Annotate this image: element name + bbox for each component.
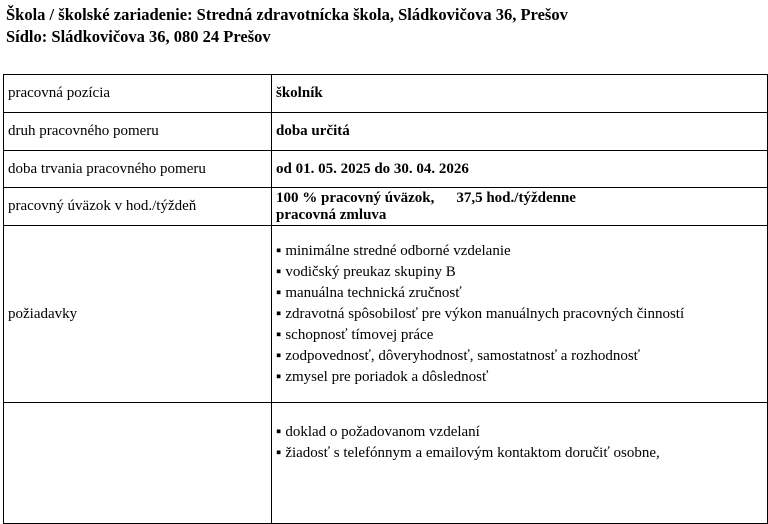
requirements-cell bbox=[272, 226, 768, 403]
employment-type-value: doba určitá bbox=[272, 113, 768, 151]
requirements-label: požiadavky bbox=[4, 226, 272, 403]
table-row-duration bbox=[4, 151, 768, 188]
workload-value bbox=[276, 189, 767, 224]
table-row-requirements bbox=[4, 226, 768, 403]
list-item: ▪ zodpovednosť, dôveryhodnosť, samostatnosť a rozhodnosť bbox=[276, 346, 767, 367]
table-row-workload bbox=[4, 188, 768, 226]
school-name-line: Škola / školské zariadenie: Stredná zdravotnícka škola, Sládkovičova 36, Prešov bbox=[6, 5, 568, 24]
job-offer-table bbox=[3, 74, 768, 524]
table-row-documents bbox=[4, 403, 768, 524]
requirements-list bbox=[276, 241, 767, 388]
list-item: ▪ zdravotná spôsobilosť pre výkon manuálnych pracovných činností bbox=[276, 304, 767, 325]
duration-label: doba trvania pracovného pomeru bbox=[4, 151, 272, 188]
workload-percent: 100 % pracovný úväzok, bbox=[276, 190, 435, 206]
list-item: ▪ zmysel pre poriadok a dôslednosť bbox=[276, 367, 767, 388]
documents-cell bbox=[272, 403, 768, 524]
list-item: ▪ schopnosť tímovej práce bbox=[276, 325, 767, 346]
list-item: ▪ minimálne stredné odborné vzdelanie bbox=[276, 241, 767, 262]
workload-line-1 bbox=[276, 190, 767, 207]
workload-cell bbox=[272, 188, 768, 226]
list-item: ▪ vodičský preukaz skupiny B bbox=[276, 262, 767, 283]
school-address-line: Sídlo: Sládkovičova 36, 080 24 Prešov bbox=[6, 27, 271, 46]
workload-hours: 37,5 hod./týždenne bbox=[456, 190, 576, 206]
duration-value: od 01. 05. 2025 do 30. 04. 2026 bbox=[272, 151, 768, 188]
table-row-employment-type bbox=[4, 113, 768, 151]
document-header bbox=[6, 4, 568, 48]
position-value: školník bbox=[272, 75, 768, 113]
workload-contract: pracovná zmluva bbox=[276, 207, 387, 223]
workload-label: pracovný úväzok v hod./týždeň bbox=[4, 188, 272, 226]
list-item: ▪ žiadosť s telefónnym a emailovým kontaktom doručiť osobne, bbox=[276, 443, 767, 464]
list-item: ▪ manuálna technická zručnosť bbox=[276, 283, 767, 304]
documents-label bbox=[4, 403, 272, 524]
list-item: ▪ doklad o požadovanom vzdelaní bbox=[276, 422, 767, 443]
position-label: pracovná pozícia bbox=[4, 75, 272, 113]
table-row-position bbox=[4, 75, 768, 113]
documents-list bbox=[276, 403, 767, 464]
employment-type-label: druh pracovného pomeru bbox=[4, 113, 272, 151]
